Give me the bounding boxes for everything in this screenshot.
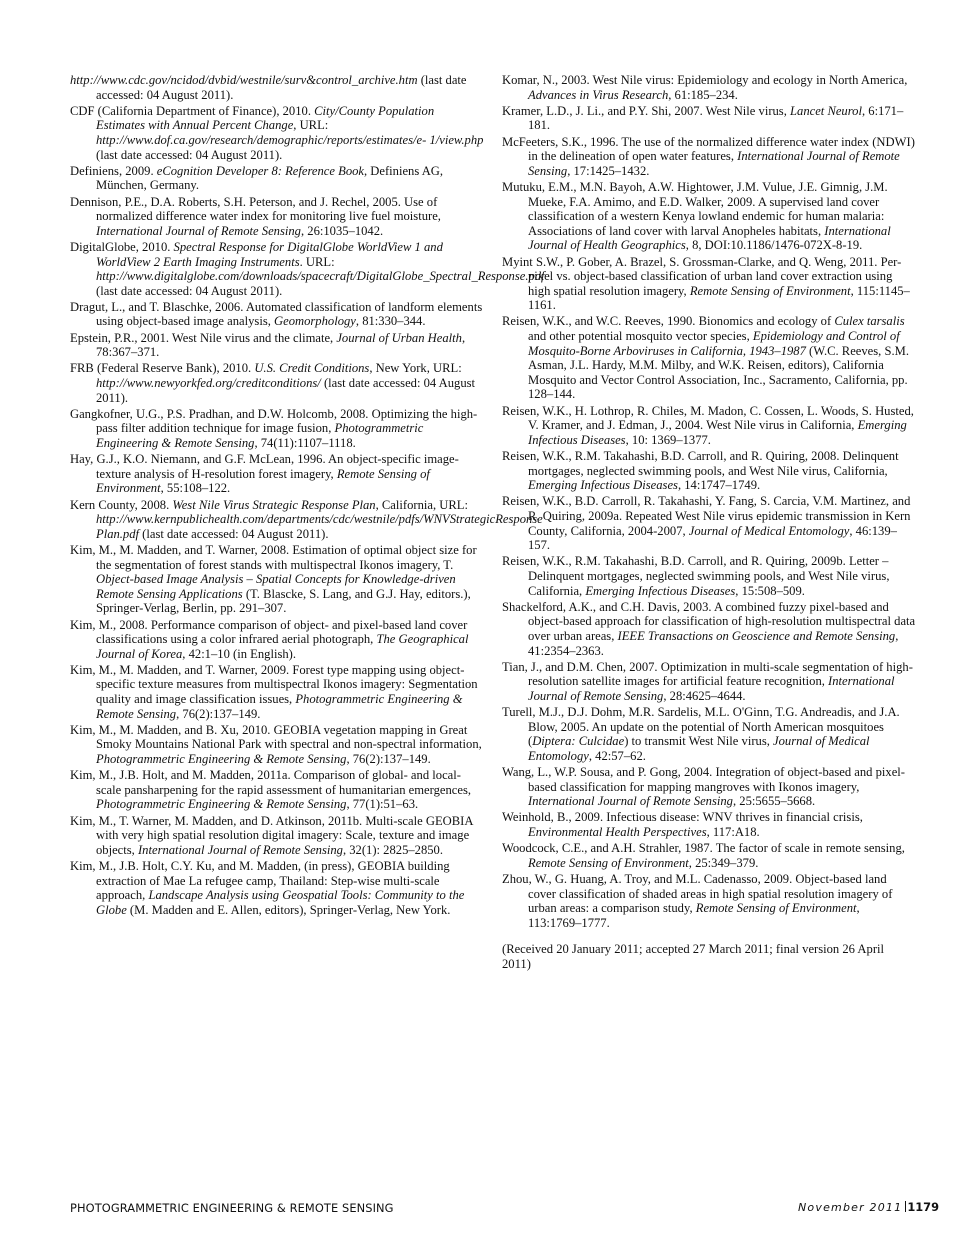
reference-text: , 28:4625–4644.: [663, 688, 746, 703]
reference-text: Kim, M., J.B. Holt, and M. Madden, 2011a. Comparison of global- and local-scale pansharpening for the rapid assessment of humanitarian emergences,: [70, 768, 471, 797]
reference-text: CDF (California Department of Finance), 2010.: [70, 103, 315, 118]
reference-text: Mutuku, E.M., M.N. Bayoh, A.W. Hightower, J.M. Vulue, J.E. Gimnig, J.M. Mueke, F.A. Amimo, and E.D. Walker, 2009. A supervised land cover classification of a western Kenya lowland endemic for human malaria: Associations of land cover with larval Anopheles habitats,: [502, 179, 888, 238]
reference-italic-text: Emerging Infectious Diseases: [528, 418, 907, 447]
reference-entry: [70, 859, 484, 917]
reference-text: Komar, N., 2003. West Nile virus: Epidemiology and ecology in North America,: [502, 73, 908, 87]
reference-entry: [70, 361, 484, 405]
reference-text: Reisen, W.K., H. Lothrop, R. Chiles, M. Madon, C. Cossen, L. Woods, S. Husted, V. Kramer, and J. Edman, J., 2004. West Nile virus in California,: [502, 403, 914, 433]
reference-text: , 78:367–371.: [96, 330, 466, 360]
reference-text: , URL:: [293, 118, 329, 133]
reference-text: Kim, M., M. Madden, and T. Warner, 2008. Estimation of optimal object size for the segmentation of forest stands with multispectral Ikonos imagery, T.: [70, 542, 477, 572]
right-reference-list: [502, 73, 916, 930]
reference-text: Kim, M., J.B. Holt, C.Y. Ku, and M. Madden, (in press), GEOBIA building extraction of Mae La refugee camp, Thailand: Step-wise multi-scale approach,: [70, 858, 450, 903]
reference-italic-text: Advances in Virus Research: [528, 87, 669, 102]
reference-italic-text: http://www.newyorkfed.org/creditconditions/: [96, 376, 321, 391]
reference-italic-text: Photogrammetric Engineering & Remote Sensing: [96, 692, 463, 721]
reference-text: McFeeters, S.K., 1996. The use of the normalized difference water index (NDWI) in the delineation of open water features,: [502, 134, 915, 164]
reference-text: , 61:185–234.: [668, 87, 738, 102]
reference-italic-text: The Geographical Journal of Korea: [96, 632, 469, 661]
reference-italic-text: Remote Sensing of Environment: [695, 901, 857, 916]
reference-italic-text: Diptera: Culcidae: [532, 734, 625, 749]
reference-italic-text: http://www.dof.ca.gov/research/demographic/reports/estimates/e- 1/view.php: [96, 132, 484, 147]
reference-text: , California, URL:: [375, 497, 468, 512]
reference-italic-text: International Journal of Remote Sensing: [96, 223, 301, 238]
reference-text: Gangkofner, U.G., P.S. Pradhan, and D.W. Holcomb, 2008. Optimizing the high-pass filter addition technique for image fusion,: [70, 406, 478, 436]
reference-italic-text: Photogrammetric Engineering & Remote Sensing: [96, 752, 347, 767]
reference-text: , 25:349–379.: [688, 855, 759, 870]
reference-entry: [502, 73, 916, 102]
reference-italic-text: West Nile Virus Strategic Response Plan: [172, 497, 376, 512]
page-number: 1179: [907, 1200, 940, 1214]
reference-text: , 14:1747–1749.: [677, 478, 761, 493]
reference-entry: [70, 300, 484, 329]
reference-text: Wang, L., W.P. Sousa, and P. Gong, 2004. Integration of object-based and pixel-based classification for mapping mangroves with Ikonos imagery,: [502, 765, 905, 794]
received-note: (Received 20 January 2011; accepted 27 March 2011; final version 26 April 2011): [502, 942, 885, 971]
reference-text: FRB (Federal Reserve Bank), 2010.: [70, 361, 255, 376]
reference-entry: [502, 705, 916, 763]
reference-entry: [502, 872, 916, 930]
reference-text: , Definiens AG, München, Germany.: [96, 163, 444, 193]
reference-entry: [70, 104, 484, 162]
reference-entry: [502, 449, 916, 493]
reference-text: , 6:171–181.: [528, 103, 904, 133]
reference-text: , 32(1): 2825–2850.: [342, 842, 443, 857]
reference-entry: [70, 331, 484, 360]
reference-text: Turell, M.J., D.J. Dohm, M.R. Sardelis, M.L. O'Ginn, T.G. Andreadis, and J.A. Blow, 2005. An update on the potential of North American mosquitoes (: [502, 705, 900, 749]
reference-text: , 76(2):137–149.: [346, 752, 431, 767]
reference-text: , 81:330–344.: [355, 314, 426, 329]
reference-text: and other potential mosquito vector species,: [528, 329, 753, 344]
reference-text: Reisen, W.K., and W.C. Reeves, 1990. Bionomics and ecology of: [502, 314, 835, 329]
reference-text: ) to transmit West Nile virus,: [624, 734, 774, 749]
reference-text: , 113:1769–1777.: [528, 901, 860, 930]
reference-text: Myint S.W., P. Gober, A. Brazel, S. Grossman-Clarke, and Q. Weng, 2011. Per-pixel vs. object-based classification of urban land cover extraction using high spatial resolution imagery,: [502, 254, 902, 298]
reference-text: . URL:: [299, 254, 335, 269]
reference-text: Hay, G.J., K.O. Niemann, and G.F. McLean, 1996. An object-specific image-texture analysis of H-resolution forest imagery,: [70, 452, 459, 481]
reference-italic-text: U.S. Credit Conditions: [254, 361, 370, 376]
reference-text: Reisen, W.K., B.D. Carroll, R. Takahashi, Y. Fang, S. Carcia, V.M. Martinez, and R. Quiring, 2009a. Repeated West Nile virus epidemic transmission in Kern County, California, 2004-2007,: [502, 494, 911, 538]
reference-italic-text: International Journal of Health Geographics: [528, 223, 891, 253]
reference-entry: [70, 618, 484, 662]
reference-entry: [70, 723, 484, 767]
reference-italic-text: Emerging Infectious Diseases: [528, 478, 678, 493]
reference-italic-text: Environmental Health Perspectives: [528, 825, 707, 839]
reference-italic-text: Culex tarsalis: [834, 314, 905, 329]
reference-text: Dennison, P.E., D.A. Roberts, S.H. Peterson, and J. Rechel, 2005. Use of normalized difference water index for monitoring live fuel moisture,: [70, 194, 441, 224]
reference-text: , 25:5655–5668.: [732, 794, 816, 809]
reference-text: Kramer, L.D., J. Li., and P.Y. Shi, 2007. West Nile virus,: [502, 103, 791, 118]
reference-entry: [502, 810, 916, 839]
references-right-column: [502, 73, 916, 972]
reference-text: Reisen, W.K., R.M. Takahashi, B.D. Carroll, and R. Quiring, 2009b. Letter – Delinquent mortgages, neglected swimming pools, and West Nile virus, California,: [502, 554, 890, 598]
reference-entry: [502, 314, 916, 402]
reference-entry: [70, 452, 484, 496]
reference-entry: [70, 239, 545, 298]
reference-italic-text: Remote Sensing of Environment: [96, 466, 430, 496]
reference-italic-text: City/County Population Estimates with Annual Percent Change: [96, 103, 435, 133]
reference-text: (T. Blascke, S. Lang, and G.J. Hay, editors.), Springer-Verlag, Berlin, pp. 291–307.: [96, 586, 471, 616]
reference-text: (last date accessed: 04 August 2011).: [96, 283, 283, 298]
reference-text: Zhou, W., G. Huang, A. Troy, and M.L. Cadenasso, 2009. Object-based land cover classification of shaded areas in high spatial resolution imagery of urban areas: a comparison study,: [502, 871, 893, 916]
reference-italic-text: eCognition Developer 8: Reference Book: [156, 163, 364, 178]
reference-text: Kim, M., M. Madden, and B. Xu, 2010. GEOBIA vegetation mapping in Great Smoky Mountains National Park with spectral and non-spectral information,: [70, 722, 482, 752]
reference-entry: [502, 255, 916, 313]
reference-text: Kim, M., M. Madden, and T. Warner, 2009. Forest type mapping using object-specific texture measures from multispectral Ikonos imagery: Segmentation quality and image classification issues,: [70, 662, 478, 707]
reference-text: (last date accessed: 04 August 2011).: [96, 376, 476, 405]
reference-entry: [70, 407, 484, 451]
page-footer: [798, 1200, 939, 1214]
reference-italic-text: International Journal of Remote Sensing: [528, 674, 895, 703]
reference-italic-text: Journal of Medical Entomology: [688, 523, 850, 538]
reference-entry: [502, 404, 916, 448]
reference-italic-text: Photogrammetric Engineering & Remote Sensing: [96, 797, 347, 812]
reference-text: , 42:1–10 (in English).: [182, 646, 296, 661]
reference-text: Shackelford, A.K., and C.H. Davis, 2003. A combined fuzzy pixel-based and object-based approach for classification of high-resolution multispectral data over urban areas,: [502, 599, 916, 643]
reference-text: , 77(1):51–63.: [346, 797, 419, 812]
reference-entry: [502, 494, 916, 552]
reference-text: (last date accessed: 04 August 2011).: [139, 526, 329, 541]
reference-text: DigitalGlobe, 2010.: [70, 239, 174, 254]
reference-text: , 55:108–122.: [160, 481, 231, 496]
reference-text: Definiens, 2009.: [70, 163, 157, 178]
reference-text: Epstein, P.R., 2001. West Nile virus and the climate,: [70, 330, 337, 345]
reference-italic-text: Lancet Neurol: [790, 103, 862, 118]
reference-italic-text: Geomorphology: [274, 314, 356, 329]
reference-italic-text: Object-based Image Analysis – Spatial Concepts for Knowledge-driven Remote Sensing Applications: [96, 572, 456, 601]
reference-italic-text: Photogrammetric Engineering & Remote Sensing: [96, 421, 424, 450]
reference-text: Tian, J., and D.M. Chen, 2007. Optimization in multi-scale segmentation of high-resolution satellite images for artificial feature recognition,: [502, 659, 913, 689]
reference-entry: [502, 841, 916, 870]
reference-italic-text: International Journal of Remote Sensing: [137, 842, 343, 857]
reference-italic-text: International Journal of Remote Sensing: [528, 794, 733, 809]
reference-text: , 15:508–509.: [735, 583, 805, 598]
reference-text: , 74(11):1107–1118.: [254, 436, 356, 450]
reference-entry: [502, 765, 916, 809]
reference-text: , 117:A18.: [706, 825, 760, 839]
reference-italic-text: Journal of Urban Health: [336, 330, 462, 345]
reference-text: (M. Madden and E. Allen, editors), Springer-Verlag, New York.: [126, 902, 451, 917]
reference-text: Reisen, W.K., R.M. Takahashi, B.D. Carroll, and R. Quiring, 2008. Delinquent mortgages, neglected swimming pools, and West Nile virus, California,: [502, 449, 899, 478]
reference-italic-text: Remote Sensing of Environment: [528, 855, 689, 870]
reference-text: , 115:1145–1161.: [528, 283, 910, 313]
reference-text: Kim, M., T. Warner, M. Madden, and D. Atkinson, 2011b. Multi-scale GEOBIA with very high spatial resolution digital imagery: Scale, texture and image objects,: [70, 813, 473, 857]
reference-entry: [70, 543, 484, 616]
reference-text: , 26:1035–1042.: [300, 223, 384, 238]
reference-italic-text: Remote Sensing of Environment: [689, 283, 851, 298]
reference-italic-text: International Journal of Remote Sensing: [528, 149, 900, 178]
reference-text: Weinhold, B., 2009. Infectious disease: WNV thrives in financial crisis,: [502, 810, 863, 825]
reference-italic-text: http://www.cdc.gov/ncidod/dvbid/westnile/surv&control_archive.htm: [70, 73, 418, 87]
reference-entry: [70, 663, 484, 721]
reference-text: (last date accessed: 04 August 2011).: [96, 73, 467, 102]
reference-entry: [70, 164, 484, 193]
reference-italic-text: Journal of Medical Entomology: [528, 734, 870, 763]
reference-entry: [502, 180, 916, 253]
reference-italic-text: Landscape Analysis using Geospatial Tools: Community to the Globe: [96, 888, 465, 917]
reference-italic-text: Spectral Response for DigitalGlobe WorldView 1 and WorldView 2 Earth Imaging Instruments: [96, 239, 443, 269]
reference-entry: [502, 104, 916, 133]
reference-italic-text: http://www.digitalglobe.com/downloads/spacecraft/DigitalGlobe_Spectral_Response.pdf: [96, 269, 545, 284]
reference-text: Dragut, L., and T. Blaschke, 2006. Automated classification of landform elements using object-based image analysis,: [70, 299, 483, 329]
reference-entry: [502, 135, 916, 179]
reference-entry: [70, 497, 543, 542]
reference-italic-text: http://www.kernpublichealth.com/departments/cdc/westnile/pdfs/WNVStrategicResponse Plan.pdf: [96, 512, 543, 541]
reference-entry: [70, 768, 484, 812]
reference-text: , 8, DOI:10.1186/1476-072X-8-19.: [685, 238, 863, 253]
references-left-column: [70, 73, 545, 919]
reference-entry: [70, 73, 484, 102]
reference-text: , 41:2354–2363.: [528, 628, 899, 658]
reference-text: , 17:1425–1432.: [567, 163, 650, 178]
reference-entry: [502, 660, 916, 704]
reference-text: (W.C. Reeves, S.M. Asman, J.L. Hardy, M.M. Milby, and W.K. Reisen, editors), California Mosquito and Vector Control Association, Inc., Sacramento, California, pp. 128–144.: [528, 343, 909, 402]
reference-text: , 42:57–62.: [588, 748, 646, 763]
reference-entry: [502, 554, 916, 598]
reference-italic-text: Epidemiology and Control of Mosquito-Borne Arboviruses in California, 1943–1987: [528, 329, 900, 358]
reference-entry: [70, 195, 484, 239]
reference-text: , New York, URL:: [369, 361, 462, 376]
reference-text: , 10: 1369–1377.: [625, 432, 711, 447]
reference-entry: [70, 814, 484, 858]
reference-entry: [502, 600, 916, 658]
journal-footer: PHOTOGRAMMETRIC ENGINEERING & REMOTE SENSING: [70, 1201, 394, 1215]
reference-text: , 46:139–157.: [528, 523, 897, 553]
reference-italic-text: IEEE Transactions on Geoscience and Remote Sensing: [617, 628, 896, 643]
issue-date: November 2011: [798, 1201, 903, 1214]
reference-italic-text: Emerging Infectious Diseases: [585, 583, 736, 598]
reference-text: Kern County, 2008.: [70, 497, 173, 512]
reference-text: (last date accessed: 04 August 2011).: [96, 147, 283, 162]
reference-text: , 76(2):137–149.: [176, 706, 261, 721]
reference-text: Woodcock, C.E., and A.H. Strahler, 1987. The factor of scale in remote sensing,: [502, 841, 905, 856]
reference-text: Kim, M., 2008. Performance comparison of object- and pixel-based land cover classifications using a color infrared aerial photograph,: [70, 617, 468, 647]
